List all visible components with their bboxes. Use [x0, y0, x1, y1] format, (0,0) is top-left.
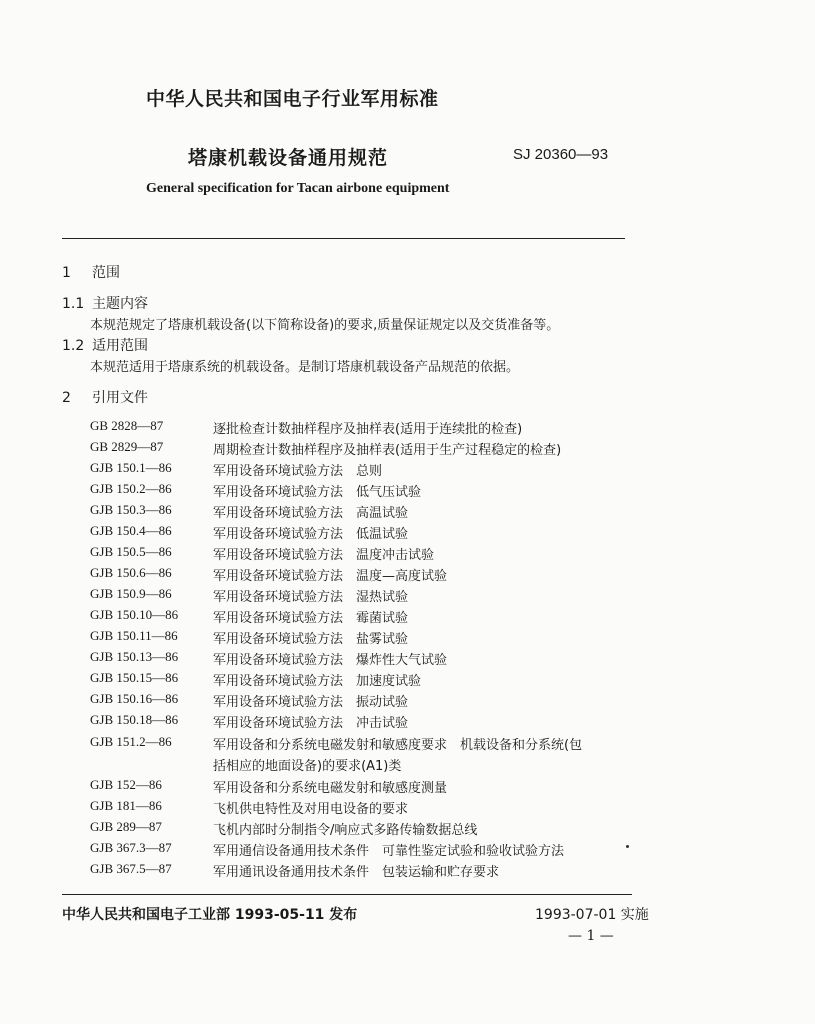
- section-1-heading: [62, 262, 120, 282]
- reference-title: 军用设备环境试验方法 加速度试验: [213, 674, 422, 689]
- section-title: 范围: [92, 265, 120, 281]
- reference-code: GJB 367.5—87: [90, 861, 172, 876]
- reference-title: 军用设备环境试验方法 冲击试验: [213, 716, 409, 731]
- reference-code: GJB 150.1—86: [90, 460, 172, 475]
- reference-title: 军用设备和分系统电磁发射和敏感度测量: [213, 781, 448, 796]
- reference-code: GJB 150.4—86: [90, 523, 172, 538]
- reference-code: GJB 150.15—86: [90, 670, 179, 685]
- reference-code: GJB 151.2—86: [90, 734, 172, 749]
- effective-date: 1993-07-01 实施: [535, 907, 649, 923]
- reference-code: GJB 150.5—86: [90, 544, 172, 559]
- section-number: 1: [62, 265, 71, 281]
- reference-code: GJB 289—87: [90, 819, 162, 834]
- scan-speck: [626, 845, 629, 848]
- reference-title: 军用设备环境试验方法 盐雾试验: [213, 632, 409, 647]
- reference-title: 军用通信设备通用技术条件 可靠性鉴定试验和验收试验方法: [213, 844, 565, 859]
- page-number: — 1 —: [568, 928, 614, 944]
- reference-title: 军用通讯设备通用技术条件 包装运输和贮存要求: [213, 865, 500, 880]
- section-1-1-heading: [62, 293, 148, 313]
- reference-title: 军用设备环境试验方法 爆炸性大气试验: [213, 653, 448, 668]
- section-1-1-text: 本规范规定了塔康机载设备(以下简称设备)的要求,质量保证规定以及交货准备等。: [90, 318, 560, 333]
- reference-code: GJB 150.11—86: [90, 628, 178, 643]
- reference-code: GJB 150.10—86: [90, 607, 179, 622]
- reference-title: 军用设备环境试验方法 低气压试验: [213, 485, 422, 500]
- section-2-heading: [62, 387, 148, 407]
- issue-date: 中华人民共和国电子工业部 1993-05-11 发布: [62, 907, 358, 923]
- reference-code: GJB 150.18—86: [90, 712, 179, 727]
- reference-title: 军用设备环境试验方法 温度冲击试验: [213, 548, 435, 563]
- document-title-chinese: 塔康机载设备通用规范: [188, 147, 389, 169]
- reference-title-continuation: 括相应的地面设备)的要求(A1)类: [213, 759, 402, 774]
- reference-code: GB 2829—87: [90, 439, 164, 454]
- reference-title: 军用设备和分系统电磁发射和敏感度要求 机载设备和分系统(包: [213, 738, 583, 753]
- reference-title: 逐批检查计数抽样程序及抽样表(适用于连续批的检查): [213, 422, 523, 437]
- issuing-body-heading: 中华人民共和国电子行业军用标准: [146, 88, 439, 110]
- reference-code: GJB 150.16—86: [90, 691, 179, 706]
- standard-code: SJ 20360—93: [513, 146, 609, 163]
- reference-code: GJB 181—86: [90, 798, 162, 813]
- section-title: 主题内容: [92, 296, 148, 312]
- reference-title: 军用设备环境试验方法 总则: [213, 464, 383, 479]
- reference-code: GJB 150.3—86: [90, 502, 172, 517]
- reference-code: GJB 150.9—86: [90, 586, 172, 601]
- reference-code: GJB 150.2—86: [90, 481, 172, 496]
- section-1-2-text: 本规范适用于塔康系统的机载设备。是制订塔康机载设备产品规范的依据。: [90, 360, 520, 375]
- reference-code: GJB 367.3—87: [90, 840, 172, 855]
- reference-code: GB 2828—87: [90, 418, 164, 433]
- reference-title: 军用设备环境试验方法 振动试验: [213, 695, 409, 710]
- reference-code: GJB 152—86: [90, 777, 162, 792]
- reference-code: GJB 150.13—86: [90, 649, 179, 664]
- reference-title: 军用设备环境试验方法 高温试验: [213, 506, 409, 521]
- header-divider: [62, 238, 625, 239]
- reference-title: 飞机内部时分制指令/响应式多路传输数据总线: [213, 823, 478, 838]
- footer-divider: [62, 894, 632, 895]
- section-title: 引用文件: [92, 390, 148, 406]
- section-title: 适用范围: [92, 338, 148, 354]
- reference-title: 军用设备环境试验方法 霉菌试验: [213, 611, 409, 626]
- reference-title: 飞机供电特性及对用电设备的要求: [213, 802, 409, 817]
- section-1-2-heading: [62, 335, 148, 355]
- section-number: 1.1: [62, 296, 85, 312]
- reference-code: GJB 150.6—86: [90, 565, 172, 580]
- reference-title: 军用设备环境试验方法 温度—高度试验: [213, 569, 448, 584]
- section-number: 1.2: [62, 338, 85, 354]
- section-number: 2: [62, 390, 71, 406]
- reference-title: 军用设备环境试验方法 湿热试验: [213, 590, 409, 605]
- reference-title: 周期检查计数抽样程序及抽样表(适用于生产过程稳定的检查): [213, 443, 562, 458]
- reference-title: 军用设备环境试验方法 低温试验: [213, 527, 409, 542]
- document-title-english: General specification for Tacan airbone equipment: [146, 181, 450, 196]
